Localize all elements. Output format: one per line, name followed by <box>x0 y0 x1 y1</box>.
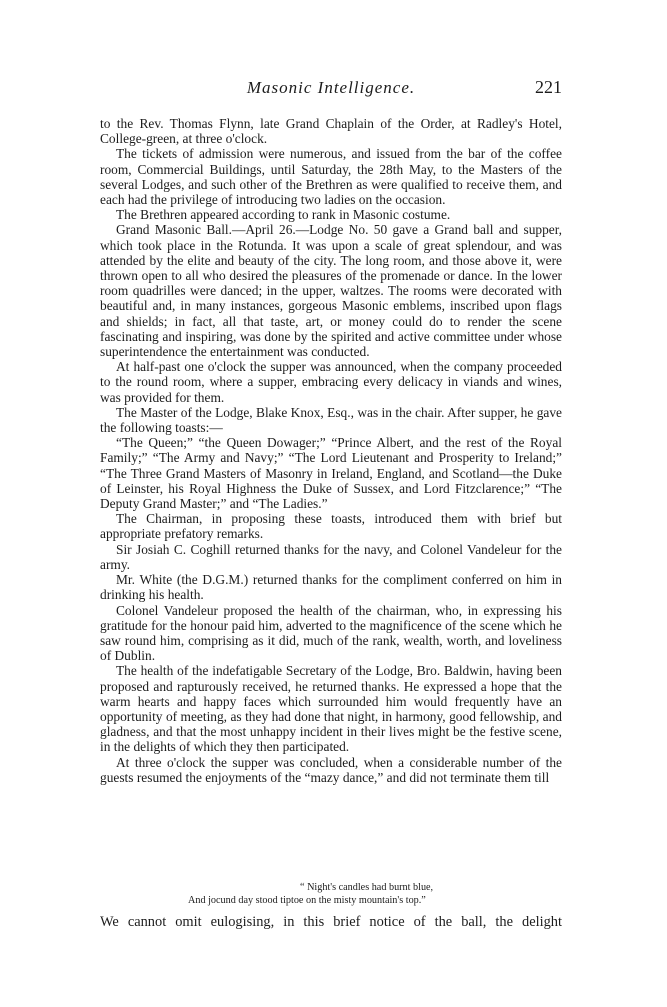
verse-quote <box>100 881 562 907</box>
paragraph-master: The Master of the Lodge, Blake Knox, Esq., was in the chair. After supper, he gave the following toasts:— <box>100 404 562 436</box>
paragraph-grand-ball: Grand Masonic Ball.—April 26.—Lodge No. 50 gave a Grand ball and supper, which took place in the Rotunda. It was upon a scale of great splendour, and was attended by the elite and beauty of the city. The long room, and those above it, were thrown open to all who desired the pleasures of the promenade or dance. In the lower room quadrilles were danced; in the upper, waltzes. The rooms were decorated with beautiful and, in many instances, gorgeous Masonic emblems, inscribed upon flags and shields; in fact, all that taste, art, or money could do to render the scene fascinating and inspiring, was done by the spirited and active committee under whose superintendence the entertainment was conducted. <box>100 222 562 360</box>
paragraph-chairman: The Chairman, in proposing these toasts, introduced them with brief but appropriate prefatory remarks. <box>100 511 562 542</box>
article-body <box>100 116 562 785</box>
paragraph-costume: The Brethren appeared according to rank in Masonic costume. <box>116 207 451 223</box>
paragraph-secretary: The health of the indefatigable Secretary of the Lodge, Bro. Baldwin, having been proposed and rapturously received, he returned thanks. He expressed a hope that the warm hearts and happy faces which surrounded him would frequently have an opportunity of meeting, as they had done that night, in harmony, good fellowship, and gladness, and that the most unhappy incident in their lives might be the festive scene, in the delights of which they then participated. <box>100 663 562 755</box>
paragraph-white: Mr. White (the D.G.M.) returned thanks for the compliment conferred on him in drinking his health. <box>100 572 562 603</box>
page-number: 221 <box>535 77 562 97</box>
paragraph-tickets: The tickets of admission were numerous, and issued from the bar of the coffee room, Commercial Buildings, until Saturday, the 28th May, to the Masters of the several Lodges, and such other of the Brethren as were qualified to receive them, and each had the privilege of introducing two ladies on the occasion. <box>100 146 562 208</box>
closing-line: We cannot omit eulogising, in this brief notice of the ball, the delight <box>100 914 562 930</box>
verse-line: “ Night's candles had burnt blue, <box>300 882 434 893</box>
verse-line: And jocund day stood tiptoe on the misty mountain's top.” <box>188 895 426 906</box>
paragraph-continued: to the Rev. Thomas Flynn, late Grand Chaplain of the Order, at Radley's Hotel, College-green, at three o'clock. <box>100 116 562 147</box>
paragraph-three-oclock: At three o'clock the supper was concluded, when a considerable number of the guests resumed the enjoyments of the “mazy dance,” and did not terminate them till <box>100 754 562 785</box>
running-title: Masonic Intelligence. <box>246 78 416 97</box>
paragraph-coghill: Sir Josiah C. Coghill returned thanks for the navy, and Colonel Vandeleur for the army. <box>100 541 562 572</box>
paragraph-supper: At half-past one o'clock the supper was announced, when the company proceeded to the round room, where a supper, embracing every delicacy in viands and wines, was provided for them. <box>100 359 562 405</box>
page-header <box>100 78 562 104</box>
paragraph-toasts: “The Queen;” “the Queen Dowager;” “Prince Albert, and the rest of the Royal Family;” “The Army and Navy;” “The Lord Lieutenant and Prosperity to Ireland;” “The Three Grand Masters of Masonry in Ireland, England, and Scotland—the Duke of Leinster, his Royal Highness the Duke of Sussex, and Lord Fitzclarence;” “The Deputy Grand Master;” and “The Ladies.” <box>100 435 562 512</box>
paragraph-vandeleur: Colonel Vandeleur proposed the health of the chairman, who, in expressing his gratitude for the honour paid him, adverted to the magnificence of the scene which he saw round him, comprising as it did, much of the rank, wealth, worth, and loveliness of Dublin. <box>100 602 562 664</box>
